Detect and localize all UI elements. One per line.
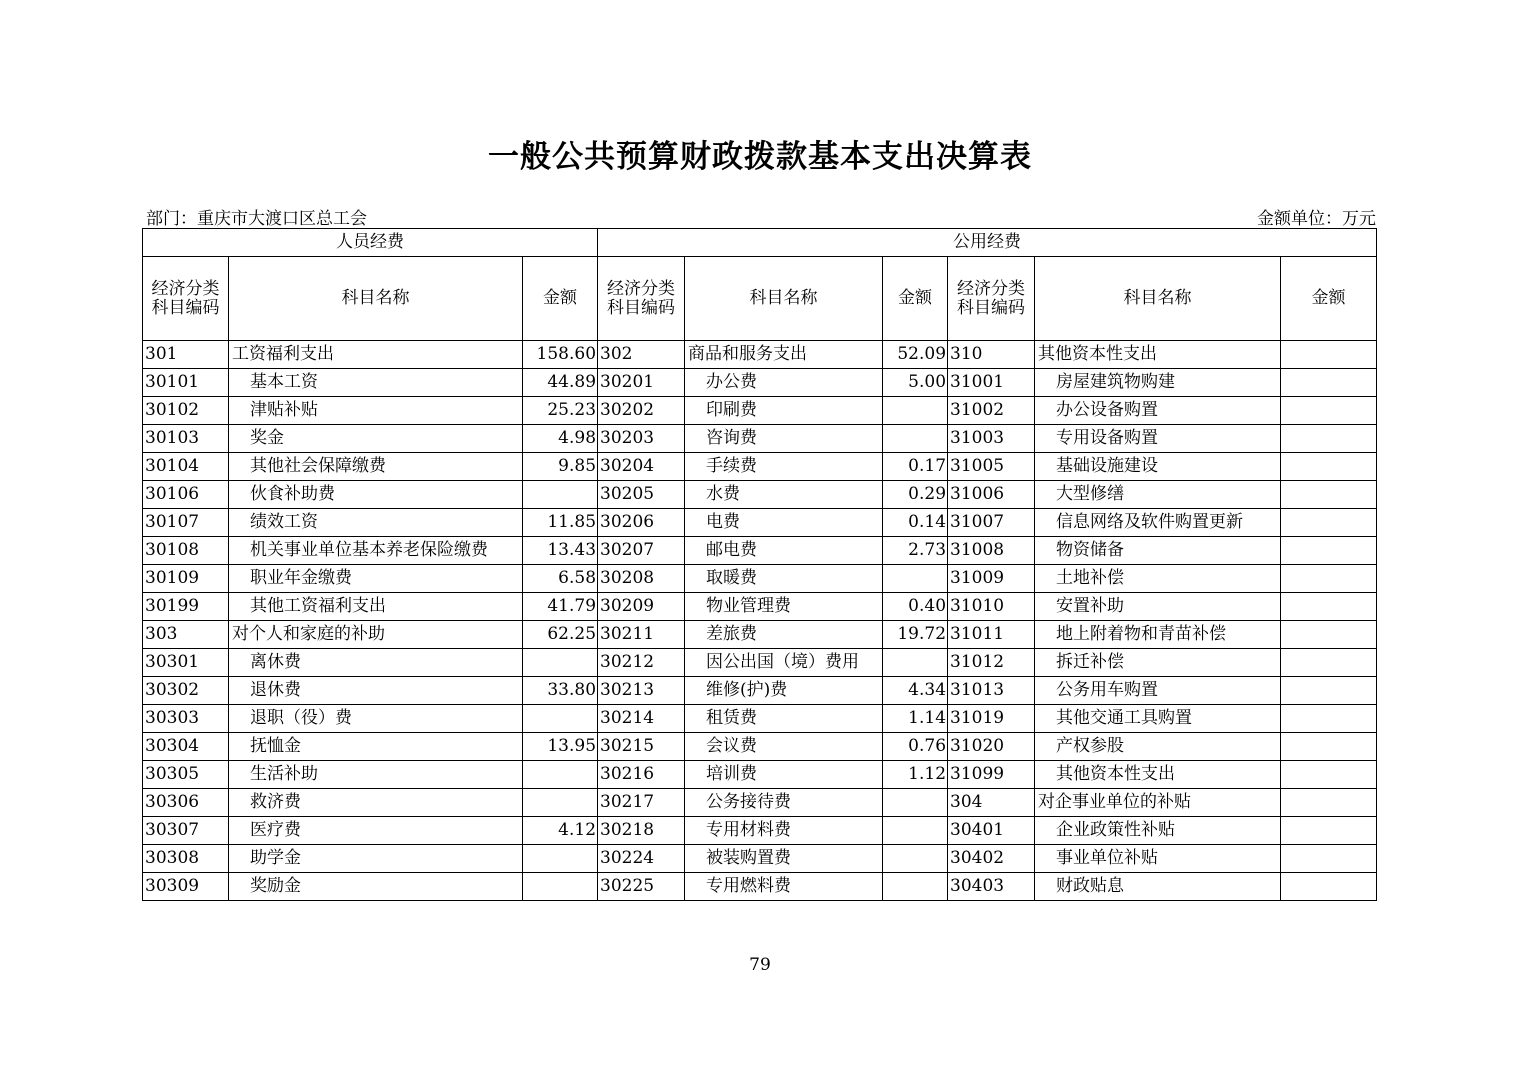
code-cell: 30102 [143,397,229,425]
code-cell: 30216 [598,761,685,789]
code-cell: 30301 [143,649,229,677]
header-amount: 金额 [523,257,598,341]
table-row [143,565,1377,593]
name-cell: 信息网络及软件购置更新 [1035,509,1281,537]
amount-cell: 52.09 [883,341,948,369]
name-cell: 企业政策性补贴 [1035,817,1281,845]
code-cell: 30201 [598,369,685,397]
name-cell: 租赁费 [685,705,883,733]
unit-label: 金额单位：万元 [1257,209,1376,229]
code-cell: 31006 [948,481,1035,509]
code-cell: 31009 [948,565,1035,593]
code-cell: 31099 [948,761,1035,789]
group-header-row [143,229,1377,257]
name-cell: 物业管理费 [685,593,883,621]
amount-cell: 13.95 [523,733,598,761]
table-row [143,817,1377,845]
header-code [948,257,1035,341]
name-cell: 基本工资 [229,369,523,397]
code-cell: 30207 [598,537,685,565]
name-cell: 离休费 [229,649,523,677]
code-cell: 30208 [598,565,685,593]
code-cell: 30205 [598,481,685,509]
amount-cell: 1.14 [883,705,948,733]
name-cell: 其他交通工具购置 [1035,705,1281,733]
name-cell: 房屋建筑物购建 [1035,369,1281,397]
amount-cell: 158.60 [523,341,598,369]
amount-cell [1281,733,1377,761]
amount-cell [1281,789,1377,817]
name-cell: 退休费 [229,677,523,705]
code-cell: 301 [143,341,229,369]
name-cell: 救济费 [229,789,523,817]
code-cell: 30103 [143,425,229,453]
amount-cell [1281,397,1377,425]
amount-cell: 11.85 [523,509,598,537]
amount-cell [883,425,948,453]
page-title: 一般公共预算财政拨款基本支出决算表 [488,139,1032,175]
name-cell: 事业单位补贴 [1035,845,1281,873]
amount-cell [1281,761,1377,789]
header-code-text: 经济分类科目编码 [151,278,220,318]
amount-cell: 62.25 [523,621,598,649]
code-cell: 30402 [948,845,1035,873]
table-row [143,761,1377,789]
amount-cell [1281,817,1377,845]
header-code [598,257,685,341]
name-cell: 专用燃料费 [685,873,883,901]
code-cell: 302 [598,341,685,369]
name-cell: 基础设施建设 [1035,453,1281,481]
name-cell: 邮电费 [685,537,883,565]
amount-cell [883,845,948,873]
code-cell: 30212 [598,649,685,677]
table-row [143,369,1377,397]
name-cell: 抚恤金 [229,733,523,761]
code-cell: 30211 [598,621,685,649]
budget-table [142,228,1377,901]
name-cell: 津贴补贴 [229,397,523,425]
code-cell: 310 [948,341,1035,369]
code-cell: 30215 [598,733,685,761]
name-cell: 其他资本性支出 [1035,341,1281,369]
code-cell: 30309 [143,873,229,901]
code-cell: 30107 [143,509,229,537]
name-cell: 退职（役）费 [229,705,523,733]
table-row [143,677,1377,705]
amount-cell [1281,341,1377,369]
code-cell: 30213 [598,677,685,705]
name-cell: 伙食补助费 [229,481,523,509]
code-cell: 31008 [948,537,1035,565]
name-cell: 医疗费 [229,817,523,845]
amount-cell [523,705,598,733]
code-cell: 31002 [948,397,1035,425]
code-cell: 30302 [143,677,229,705]
code-cell: 30303 [143,705,229,733]
amount-cell [523,761,598,789]
amount-cell [1281,845,1377,873]
amount-cell [1281,705,1377,733]
name-cell: 其他社会保障缴费 [229,453,523,481]
amount-cell [1281,453,1377,481]
amount-cell: 41.79 [523,593,598,621]
amount-cell [1281,593,1377,621]
name-cell: 被装购置费 [685,845,883,873]
table-row [143,425,1377,453]
amount-cell: 0.40 [883,593,948,621]
code-cell: 30203 [598,425,685,453]
code-cell: 30307 [143,817,229,845]
name-cell: 财政贴息 [1035,873,1281,901]
amount-cell [523,481,598,509]
amount-cell: 6.58 [523,565,598,593]
amount-cell [883,873,948,901]
code-cell: 30109 [143,565,229,593]
table-row [143,873,1377,901]
amount-cell: 44.89 [523,369,598,397]
amount-cell [1281,425,1377,453]
header-amount: 金额 [883,257,948,341]
header-code-text: 经济分类科目编码 [607,278,676,318]
name-cell: 办公设备购置 [1035,397,1281,425]
code-cell: 30217 [598,789,685,817]
code-cell: 31001 [948,369,1035,397]
header-name: 科目名称 [1035,257,1281,341]
name-cell: 大型修缮 [1035,481,1281,509]
code-cell: 31007 [948,509,1035,537]
name-cell: 印刷费 [685,397,883,425]
code-cell: 30101 [143,369,229,397]
amount-cell [1281,677,1377,705]
amount-cell [1281,509,1377,537]
amount-cell: 9.85 [523,453,598,481]
table-row [143,733,1377,761]
code-cell: 31010 [948,593,1035,621]
name-cell: 水费 [685,481,883,509]
table-row [143,341,1377,369]
name-cell: 办公费 [685,369,883,397]
name-cell: 地上附着物和青苗补偿 [1035,621,1281,649]
amount-cell [1281,873,1377,901]
name-cell: 机关事业单位基本养老保险缴费 [229,537,523,565]
name-cell: 其他工资福利支出 [229,593,523,621]
header-code [143,257,229,341]
table-row [143,845,1377,873]
name-cell: 安置补助 [1035,593,1281,621]
code-cell: 304 [948,789,1035,817]
code-cell: 30214 [598,705,685,733]
name-cell: 培训费 [685,761,883,789]
code-cell: 30218 [598,817,685,845]
code-cell: 30199 [143,593,229,621]
code-cell: 30403 [948,873,1035,901]
amount-cell: 4.34 [883,677,948,705]
table-row [143,397,1377,425]
code-cell: 30306 [143,789,229,817]
name-cell: 手续费 [685,453,883,481]
name-cell: 差旅费 [685,621,883,649]
name-cell: 物资储备 [1035,537,1281,565]
name-cell: 电费 [685,509,883,537]
code-cell: 31020 [948,733,1035,761]
table-row [143,705,1377,733]
page-number: 79 [749,955,771,975]
name-cell: 商品和服务支出 [685,341,883,369]
name-cell: 咨询费 [685,425,883,453]
amount-cell [883,789,948,817]
code-cell: 30206 [598,509,685,537]
name-cell: 公务用车购置 [1035,677,1281,705]
amount-cell [523,649,598,677]
amount-cell [1281,649,1377,677]
name-cell: 维修(护)费 [685,677,883,705]
code-cell: 30305 [143,761,229,789]
code-cell: 30401 [948,817,1035,845]
amount-cell [883,649,948,677]
code-cell: 303 [143,621,229,649]
code-cell: 31013 [948,677,1035,705]
amount-cell [1281,481,1377,509]
column-header-row [143,257,1377,341]
code-cell: 30308 [143,845,229,873]
amount-cell [523,845,598,873]
amount-cell: 5.00 [883,369,948,397]
amount-cell [523,789,598,817]
name-cell: 会议费 [685,733,883,761]
code-cell: 30224 [598,845,685,873]
amount-cell: 0.76 [883,733,948,761]
amount-cell [1281,369,1377,397]
table-row [143,509,1377,537]
amount-cell: 25.23 [523,397,598,425]
code-cell: 31003 [948,425,1035,453]
header-amount: 金额 [1281,257,1377,341]
name-cell: 助学金 [229,845,523,873]
header-code-text: 经济分类科目编码 [957,278,1026,318]
amount-cell: 4.12 [523,817,598,845]
name-cell: 奖金 [229,425,523,453]
name-cell: 其他资本性支出 [1035,761,1281,789]
table-row [143,537,1377,565]
amount-cell: 33.80 [523,677,598,705]
name-cell: 因公出国（境）费用 [685,649,883,677]
code-cell: 31005 [948,453,1035,481]
name-cell: 土地补偿 [1035,565,1281,593]
code-cell: 30304 [143,733,229,761]
code-cell: 30106 [143,481,229,509]
amount-cell: 0.14 [883,509,948,537]
table-row [143,621,1377,649]
department-label: 部门：重庆市大渡口区总工会 [146,209,367,229]
code-cell: 31019 [948,705,1035,733]
amount-cell: 0.29 [883,481,948,509]
code-cell: 30209 [598,593,685,621]
name-cell: 奖励金 [229,873,523,901]
name-cell: 专用设备购置 [1035,425,1281,453]
amount-cell [883,397,948,425]
code-cell: 30104 [143,453,229,481]
name-cell: 绩效工资 [229,509,523,537]
code-cell: 30202 [598,397,685,425]
table-row [143,481,1377,509]
amount-cell: 4.98 [523,425,598,453]
amount-cell [1281,537,1377,565]
amount-cell: 13.43 [523,537,598,565]
code-cell: 31012 [948,649,1035,677]
table-row [143,789,1377,817]
name-cell: 取暖费 [685,565,883,593]
name-cell: 生活补助 [229,761,523,789]
amount-cell [883,565,948,593]
group-public: 公用经费 [598,229,1377,257]
amount-cell [1281,565,1377,593]
name-cell: 对个人和家庭的补助 [229,621,523,649]
amount-cell: 0.17 [883,453,948,481]
group-personnel: 人员经费 [143,229,598,257]
amount-cell [883,817,948,845]
name-cell: 工资福利支出 [229,341,523,369]
code-cell: 30108 [143,537,229,565]
header-name: 科目名称 [229,257,523,341]
amount-cell: 1.12 [883,761,948,789]
name-cell: 公务接待费 [685,789,883,817]
amount-cell [1281,621,1377,649]
code-cell: 30225 [598,873,685,901]
name-cell: 拆迁补偿 [1035,649,1281,677]
header-name: 科目名称 [685,257,883,341]
code-cell: 31011 [948,621,1035,649]
name-cell: 职业年金缴费 [229,565,523,593]
amount-cell: 19.72 [883,621,948,649]
table-row [143,593,1377,621]
amount-cell: 2.73 [883,537,948,565]
name-cell: 产权参股 [1035,733,1281,761]
amount-cell [523,873,598,901]
table-row [143,453,1377,481]
name-cell: 对企事业单位的补贴 [1035,789,1281,817]
table-row [143,649,1377,677]
code-cell: 30204 [598,453,685,481]
name-cell: 专用材料费 [685,817,883,845]
